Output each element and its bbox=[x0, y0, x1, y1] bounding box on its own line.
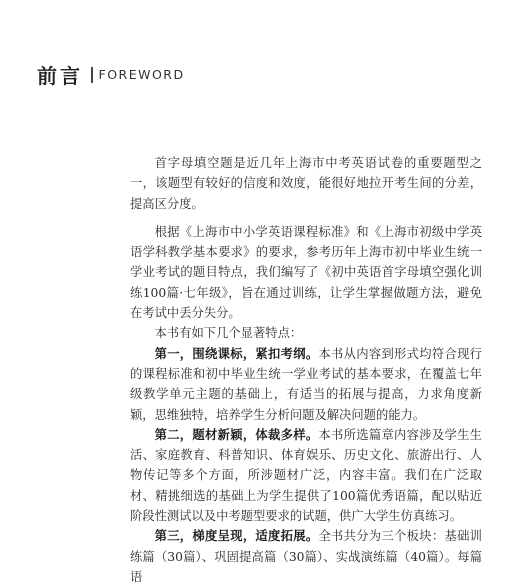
paragraph-intro: 首字母填空题是近几年上海市中考英语试卷的重要题型之一，该题型有较好的信度和效度，能很好地拉开考生间的分差，提高区分度。 bbox=[130, 156, 482, 211]
feature-1-heading: 第一，围绕课标，紧扣考纲。 bbox=[154, 345, 319, 361]
feature-3-text: 全书共分为三个板块：基础训练篇（30篇）、巩固提高篇（30篇）、实战演练篇（40篇）。每篇语 bbox=[130, 529, 482, 584]
paragraph-feature-1 bbox=[130, 344, 482, 425]
paragraph-purpose: 根据《上海市中小学英语课程标准》和《上海市初级中学英语学科教学基本要求》的要求，参考历年上海市初中毕业生统一学业考试的题目特点，我们编写了《初中英语首字母填空强化训练100篇·七年级》，旨在通过训练，让学生掌握做题方法，避免在考试中丢分失分。 bbox=[130, 224, 482, 321]
feature-1-text: 本书从内容到形式均符合现行的课程标准和初中毕业生统一学业考试的基本要求，在覆盖七年级教学单元主题的基础上，有适当的拓展与提高，力求角度新颖，思维独特，培养学生分析问题及解决问题的能力。 bbox=[130, 346, 482, 422]
foreword-body bbox=[130, 153, 482, 587]
title-divider bbox=[91, 67, 93, 83]
paragraph-feature-2 bbox=[130, 425, 482, 526]
paragraph-features-lead: 本书有如下几个显著特点： bbox=[154, 326, 303, 341]
page-title-english: FOREWORD bbox=[98, 67, 185, 82]
feature-3-heading: 第三，梯度呈现，适度拓展。 bbox=[154, 528, 319, 544]
feature-2-heading: 第二，题材新颖，体裁多样。 bbox=[154, 426, 319, 442]
foreword-header bbox=[37, 60, 185, 89]
paragraph-feature-3 bbox=[130, 526, 482, 587]
page-title: 前言 bbox=[37, 64, 83, 88]
feature-2-text: 本书所选篇章内容涉及学生生活、家庭教育、科普知识、体育娱乐、历史文化、旅游出行、人物传记等多个方面，所涉题材广泛，内容丰富。我们在广泛取材、精挑细选的基础上为学生提供了100篇优秀语篇，配以贴近阶段性测试以及中考题型要求的试题，供广大学生仿真练习。 bbox=[130, 427, 482, 524]
